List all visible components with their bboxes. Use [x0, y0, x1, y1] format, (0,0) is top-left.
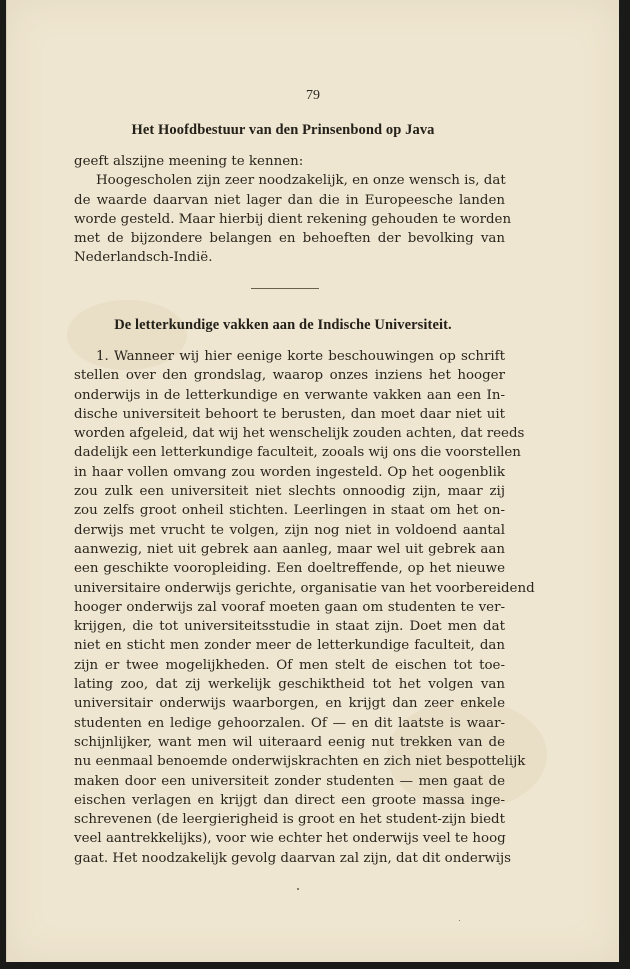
text-line: zou zulk een universiteit niet slechts onnoodig zijn, maar zij	[74, 484, 505, 500]
text-line: studenten en ledige gehoorzalen. Of — en dit laatste is waar-	[74, 715, 505, 731]
text-line: gaat. Het noodzakelijk gevolg daarvan zal zijn, dat dit onderwijs	[74, 850, 512, 866]
text-line: schijnlijker, want men wil uiteraard eenig nut trekken van de	[74, 734, 505, 750]
section-divider	[251, 288, 319, 289]
text-line: maken door een universiteit zonder studenten — men gaat de	[74, 773, 505, 789]
text-line: nu eenmaal benoemde onderwijskrachten en zich niet bespottelijk	[74, 754, 526, 770]
text-line: eischen verlagen en krijgt dan direct een groote massa inge-	[74, 792, 505, 808]
text-line: zou zelfs groot onheil stichten. Leerlingen in staat om het on-	[74, 503, 505, 519]
text-line: universitair onderwijs waarborgen, en krijgt dan zeer enkele	[74, 696, 505, 712]
text-line: een geschikte vooropleiding. Een doeltreffende, op het nieuwe	[74, 561, 505, 577]
paper-speck	[297, 888, 299, 890]
page-number: 79	[306, 88, 320, 103]
text-line: schrevenen (de leergierigheid is groot en het student-zijn biedt	[74, 812, 505, 828]
paragraph-block	[74, 152, 512, 268]
text-line: 1. Wanneer wij hier eenige korte beschouwingen op schrift	[96, 349, 505, 364]
text-line: lating zoo, dat zij werkelijk geschiktheid tot het volgen van	[74, 677, 505, 693]
text-line: niet en sticht men zonder meer de letterkundige faculteit, dan	[74, 638, 505, 654]
text-line: veel aantrekkelijks), voor wie echter het onderwijs veel te hoog	[74, 831, 506, 847]
text-line: universitaire onderwijs gerichte, organisatie van het voorbereidend	[74, 580, 535, 596]
text-line: worden afgeleid, dat wij het wenschelijk zouden achten, dat reeds	[74, 426, 525, 442]
text-line: de waarde daarvan niet lager dan die in Europeesche landen	[74, 192, 505, 208]
text-line: stellen over den grondslag, waarop onzes inziens het hooger	[74, 368, 505, 384]
paragraph-block	[74, 347, 535, 868]
section-heading: Het Hoofdbestuur van den Prinsenbond op Java	[131, 122, 435, 138]
paper-speck	[459, 920, 460, 921]
book-page	[6, 0, 619, 962]
text-line: krijgen, die tot universiteitsstudie in staat zijn. Doet men dat	[74, 619, 505, 635]
section-heading: De letterkundige vakken aan de Indische Universiteit.	[114, 317, 452, 333]
text-line: in haar vollen omvang zou worden ingesteld. Op het oogenblik	[74, 464, 505, 480]
text-line: dische universiteit behoort te berusten, dan moet daar niet uit	[74, 406, 505, 422]
text-line: aanwezig, niet uit gebrek aan aanleg, maar wel uit gebrek aan	[74, 541, 505, 557]
text-line: geeft alszijne meening te kennen:	[74, 154, 304, 169]
text-line: worde gesteld. Maar hierbij dient rekening gehouden te worden	[74, 211, 512, 227]
text-line: Nederlandsch-Indië.	[74, 250, 213, 266]
text-line: derwijs met vrucht te volgen, zijn nog niet in voldoend aantal	[74, 522, 505, 538]
text-line: dadelijk een letterkundige faculteit, zooals wij ons die voorstellen	[74, 445, 521, 461]
text-line: Hoogescholen zijn zeer noodzakelijk, en onze wensch is, dat	[96, 173, 506, 189]
text-line: onderwijs in de letterkundige en verwante vakken aan een In-	[74, 387, 505, 403]
text-line: met de bijzondere belangen en behoeften der bevolking van	[74, 231, 505, 247]
text-line: hooger onderwijs zal vooraf moeten gaan om studenten te ver-	[74, 599, 505, 615]
text-line: zijn er twee mogelijkheden. Of men stelt de eischen tot toe-	[74, 657, 505, 673]
